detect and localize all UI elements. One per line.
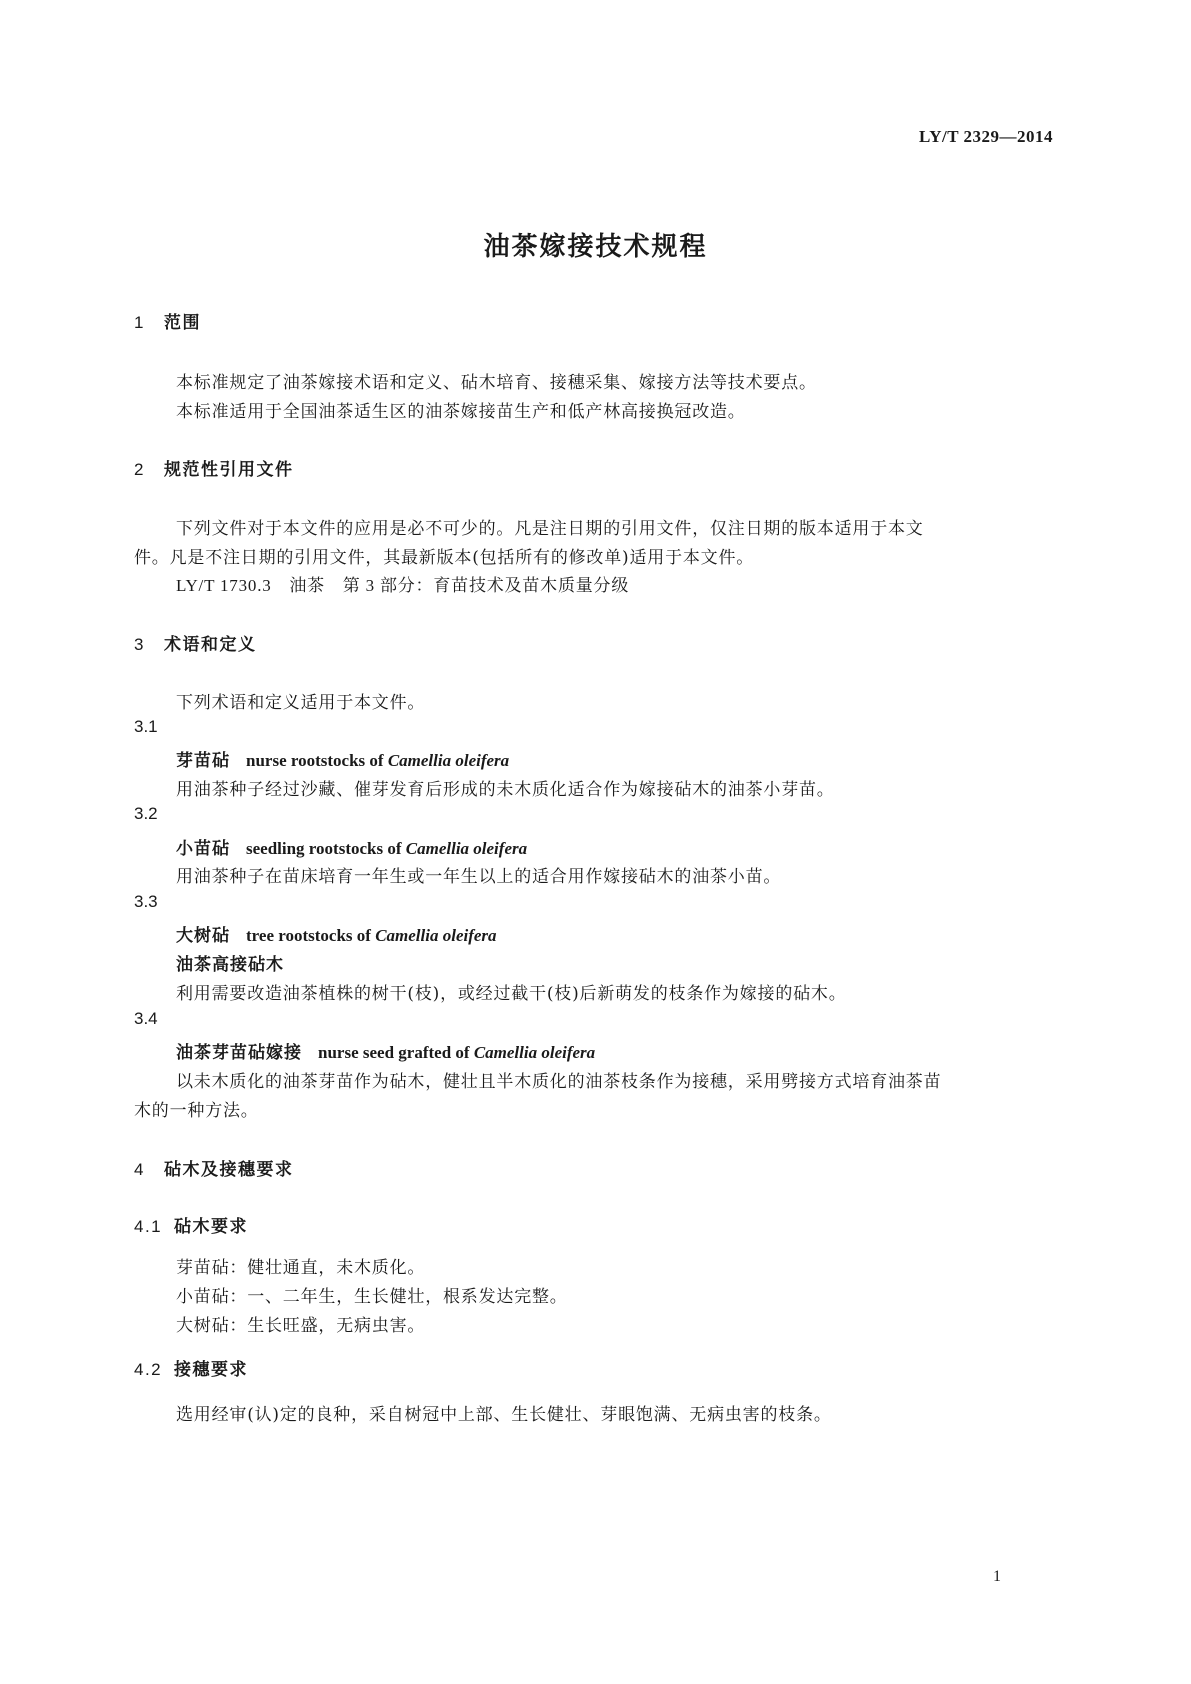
section-number: 1 (134, 313, 145, 332)
section-number: 4 (134, 1160, 145, 1179)
section-title: 砧木要求 (174, 1217, 248, 1237)
paragraph: 下列术语和定义适用于本文件。 (176, 693, 426, 713)
term-definition: 以未木质化的油茶芽苗作为砧木，健壮且半木质化的油茶枝条作为接穗，采用劈接方式培育油茶苗 (176, 1072, 942, 1092)
term-zh: 大树砧 (176, 926, 230, 946)
term-number: 3.4 (134, 1009, 158, 1028)
paragraph: 本标准适用于全国油茶适生区的油茶嫁接苗生产和低产林高接换冠改造。 (176, 402, 746, 422)
section-4-heading (134, 1155, 294, 1180)
term-en: tree rootstocks of Camellia oleifera (246, 926, 497, 945)
section-title: 规范性引用文件 (164, 460, 294, 480)
term-entry (176, 746, 509, 771)
term-number: 3.3 (134, 892, 158, 911)
paragraph-continuation: 件。凡是不注日期的引用文件，其最新版本(包括所有的修改单)适用于本文件。 (134, 548, 755, 568)
normative-reference: LY/T 1730.3 油茶 第 3 部分：育苗技术及苗木质量分级 (176, 576, 630, 595)
section-1-heading (134, 308, 201, 333)
term-definition-continuation: 木的一种方法。 (134, 1101, 259, 1121)
section-number: 3 (134, 635, 145, 654)
term-entry (176, 1038, 595, 1063)
term-alt-name: 油茶高接砧木 (176, 955, 284, 975)
section-title: 术语和定义 (164, 635, 257, 655)
term-entry (176, 834, 527, 859)
paragraph: 本标准规定了油茶嫁接术语和定义、砧木培育、接穗采集、嫁接方法等技术要点。 (176, 373, 817, 393)
subsection-4-1-heading (134, 1212, 248, 1237)
section-title: 接穗要求 (174, 1360, 248, 1380)
section-3-heading (134, 630, 257, 655)
requirement-line: 芽苗砧：健壮通直，未木质化。 (176, 1258, 426, 1278)
term-definition: 用油茶种子经过沙藏、催芽发育后形成的未木质化适合作为嫁接砧木的油茶小芽苗。 (176, 780, 835, 800)
section-number: 4.2 (134, 1360, 163, 1379)
document-title: 油茶嫁接技术规程 (483, 232, 708, 262)
section-2-heading (134, 455, 294, 480)
term-zh: 小苗砧 (176, 839, 230, 859)
requirement-line: 大树砧：生长旺盛，无病虫害。 (176, 1316, 426, 1336)
term-definition: 利用需要改造油茶植株的树干(枝)，或经过截干(枝)后新萌发的枝条作为嫁接的砧木。 (176, 984, 847, 1004)
requirement-line: 小苗砧：一、二年生，生长健壮，根系发达完整。 (176, 1287, 568, 1307)
term-en: nurse seed grafted of Camellia oleifera (318, 1043, 596, 1062)
term-number: 3.1 (134, 717, 158, 736)
section-title: 范围 (164, 313, 201, 333)
term-zh: 芽苗砧 (176, 751, 230, 771)
standard-code: LY/T 2329—2014 (918, 127, 1053, 146)
term-en: seedling rootstocks of Camellia oleifera (246, 839, 528, 858)
term-number: 3.2 (134, 804, 158, 823)
section-number: 4.1 (134, 1217, 163, 1236)
term-zh: 油茶芽苗砧嫁接 (176, 1043, 302, 1063)
term-definition: 用油茶种子在苗床培育一年生或一年生以上的适合用作嫁接砧木的油茶小苗。 (176, 867, 782, 887)
requirement-line: 选用经审(认)定的良种，采自树冠中上部、生长健壮、芽眼饱满、无病虫害的枝条。 (176, 1405, 832, 1425)
paragraph: 下列文件对于本文件的应用是必不可少的。凡是注日期的引用文件，仅注日期的版本适用于本文 (176, 519, 924, 539)
page-number: 1 (993, 1568, 1001, 1585)
term-en: nurse rootstocks of Camellia oleifera (246, 751, 510, 770)
section-number: 2 (134, 460, 145, 479)
term-entry (176, 921, 497, 946)
subsection-4-2-heading (134, 1355, 248, 1380)
section-title: 砧木及接穗要求 (164, 1160, 294, 1180)
